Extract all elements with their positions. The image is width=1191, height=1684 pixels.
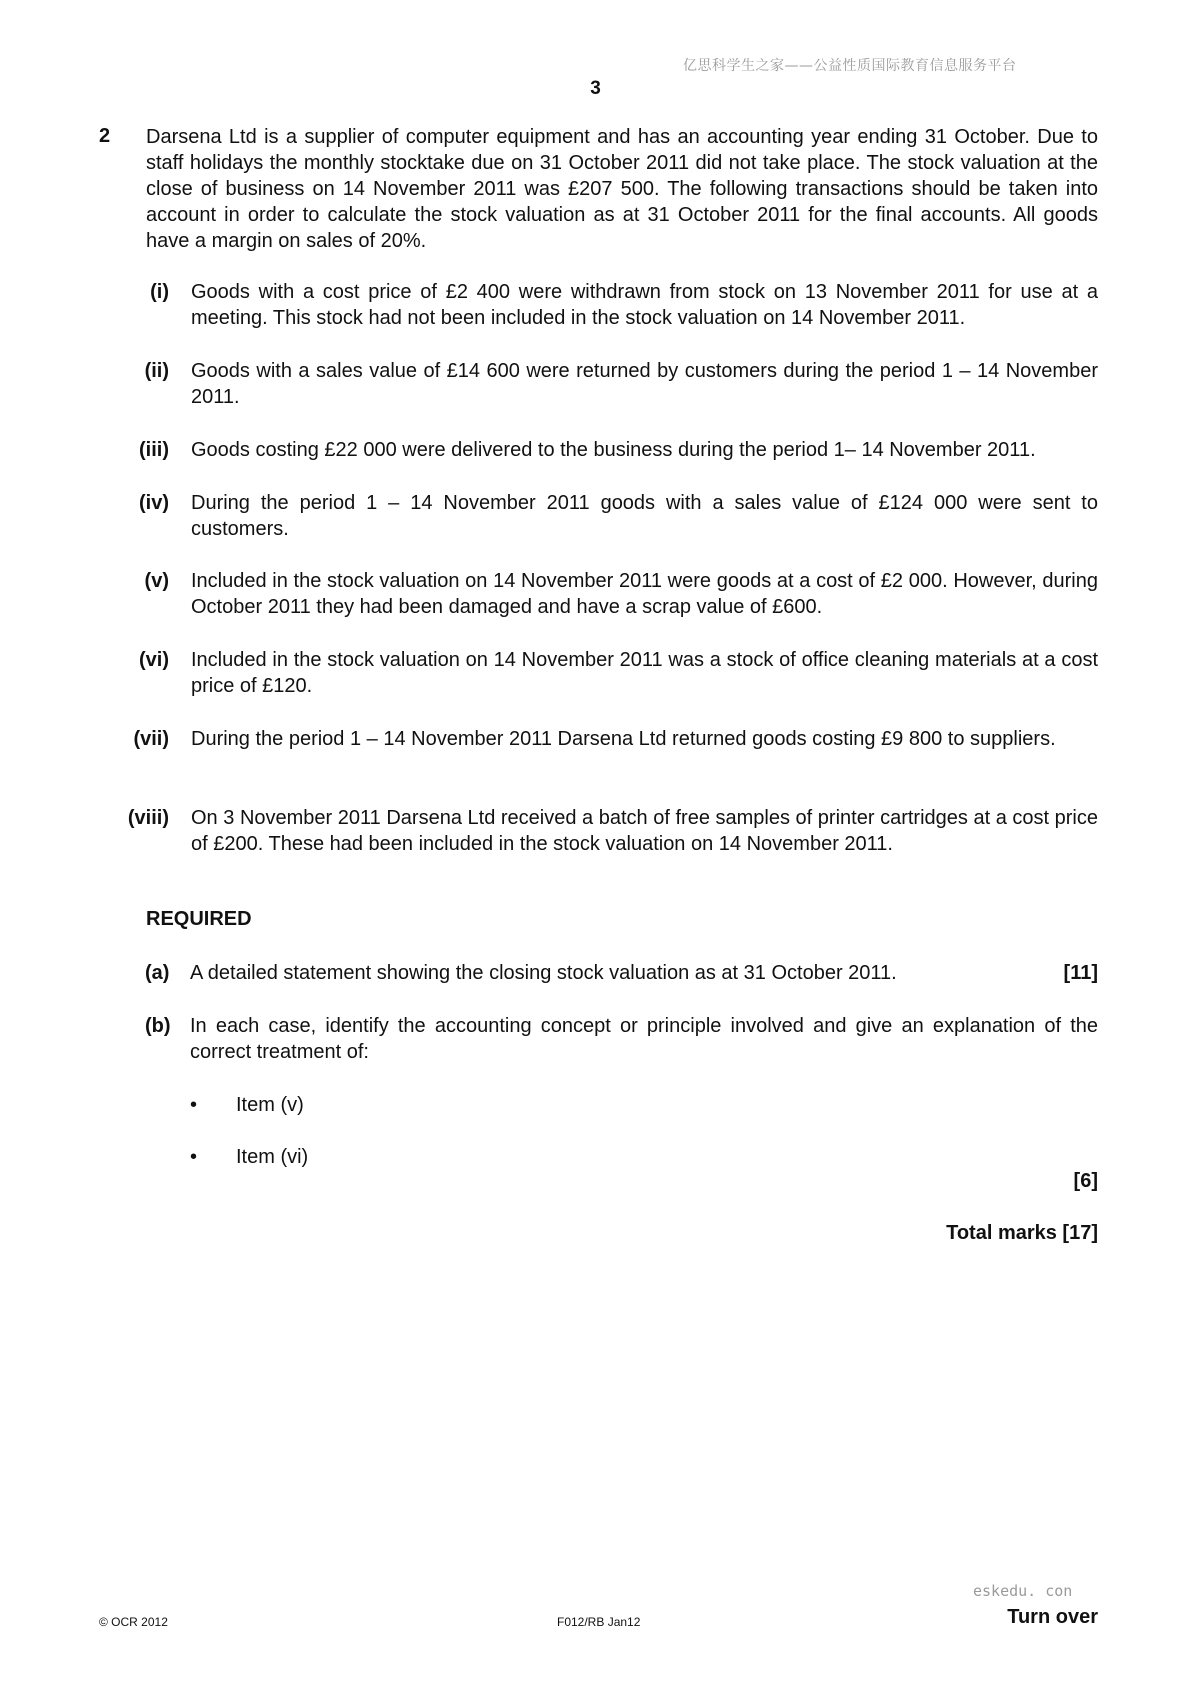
- item-text: During the period 1 – 14 November 2011 Darsena Ltd returned goods costing £9 800 to suppliers.: [191, 728, 1056, 750]
- item-label: (vii): [133, 728, 169, 750]
- part-text: In each case, identify the accounting concept or principle involved and give an explanation of the correct treatment of:: [190, 1015, 1098, 1063]
- item-label: (iii): [139, 439, 169, 461]
- question-number: 2: [99, 125, 111, 147]
- item-text: During the period 1 – 14 November 2011 goods with a sales value of £124 000 were sent to customers.: [191, 492, 1098, 540]
- item-text: Included in the stock valuation on 14 November 2011 was a stock of office cleaning materials at a cost price of £120.: [191, 649, 1098, 697]
- part-b-marks: [6]: [1073, 1170, 1098, 1192]
- item-text: Goods with a cost price of £2 400 were withdrawn from stock on 13 November 2011 for use at a meeting. This stock had not been included in the stock valuation on 14 November 2011.: [191, 281, 1098, 329]
- footer-watermark: eskedu. con: [973, 1582, 1073, 1600]
- item-text: Goods with a sales value of £14 600 were returned by customers during the period 1 – 14 November 2011.: [191, 360, 1098, 408]
- bullet-icon: •: [190, 1146, 198, 1168]
- bullet-icon: •: [190, 1094, 198, 1116]
- part-b: [145, 1013, 1098, 1065]
- item-label: (ii): [144, 360, 169, 382]
- footer-code: F012/RB Jan12: [557, 1615, 641, 1629]
- part-text: A detailed statement showing the closing stock valuation as at 31 October 2011.: [190, 962, 897, 984]
- bullet-item: [190, 1144, 308, 1170]
- list-item-i: [100, 279, 1098, 331]
- list-item-iv: [100, 490, 1098, 542]
- list-item-vii: [100, 726, 1098, 752]
- part-marks: [11]: [1063, 962, 1098, 984]
- header-watermark: 亿思科学生之家——公益性质国际教育信息服务平台: [683, 58, 1017, 74]
- item-label: (v): [144, 570, 169, 592]
- list-item-vi: [100, 647, 1098, 699]
- part-label: (b): [145, 1015, 171, 1037]
- bullet-item: [190, 1092, 304, 1118]
- footer-copyright: © OCR 2012: [99, 1615, 168, 1629]
- list-item-viii: [100, 805, 1098, 857]
- item-label: (i): [150, 281, 169, 303]
- required-heading: REQUIRED: [146, 908, 252, 930]
- part-label: (a): [145, 962, 170, 984]
- item-text: On 3 November 2011 Darsena Ltd received a batch of free samples of printer cartridges at a cost price of £200. These had been included in the stock valuation on 14 November 2011.: [191, 807, 1098, 855]
- question-intro: Darsena Ltd is a supplier of computer equipment and has an accounting year ending 31 October. Due to staff holidays the monthly stocktake due on 31 October 2011 did not take place. The stock valuation at the close of business on 14 November 2011 was £207 500. The following transactions should be taken into account in order to calculate the stock valuation as at 31 October 2011 for the final accounts. All goods have a margin on sales of 20%.: [146, 126, 1098, 252]
- bullet-text: Item (v): [236, 1094, 304, 1116]
- turn-over: Turn over: [1007, 1606, 1098, 1628]
- bullet-text: Item (vi): [236, 1146, 309, 1168]
- item-text: Goods costing £22 000 were delivered to the business during the period 1– 14 November 2011.: [191, 439, 1036, 461]
- item-label: (iv): [139, 492, 169, 514]
- item-label: (viii): [127, 807, 169, 829]
- total-marks: Total marks [17]: [946, 1222, 1098, 1244]
- list-item-iii: [100, 437, 1098, 463]
- list-item-v: [100, 568, 1098, 620]
- item-text: Included in the stock valuation on 14 November 2011 were goods at a cost of £2 000. However, during October 2011 they had been damaged and have a scrap value of £600.: [191, 570, 1098, 618]
- page-number: 3: [590, 78, 601, 99]
- item-label: (vi): [139, 649, 169, 671]
- list-item-ii: [100, 358, 1098, 410]
- part-a: [145, 960, 1098, 986]
